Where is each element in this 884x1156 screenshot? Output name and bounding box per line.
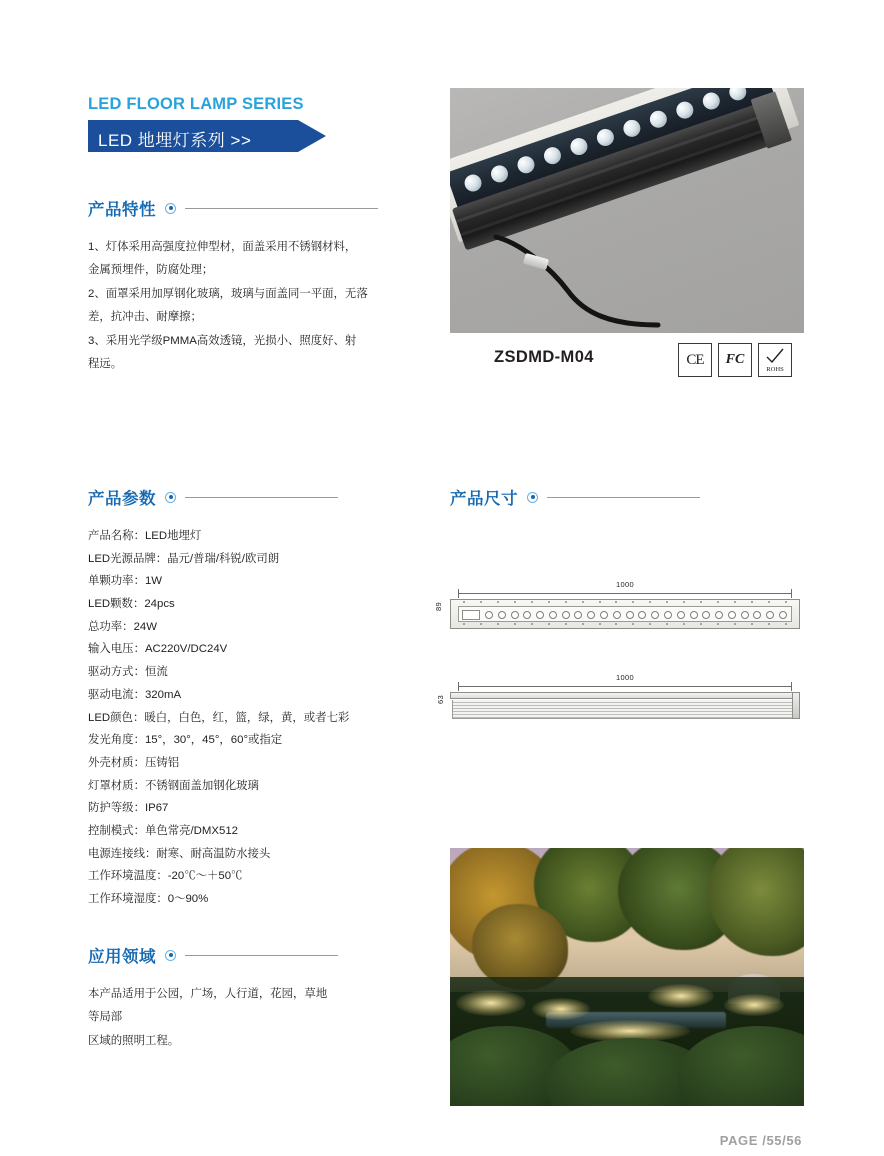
lamp-lens xyxy=(621,118,643,140)
bullet-dot-icon xyxy=(165,950,176,961)
applications-section xyxy=(88,943,338,1053)
certification-ce xyxy=(678,343,712,377)
heading-rule xyxy=(185,497,338,498)
parameter-row: 工作环境温度：-20℃～＋50℃ xyxy=(88,870,243,883)
dimension-side-view xyxy=(435,673,800,720)
side-view-top-cap xyxy=(450,692,800,699)
front-view-terminal-box xyxy=(462,610,480,620)
parameter-row: 单颗功率：1W xyxy=(88,575,163,588)
fc-label: FC xyxy=(725,352,745,367)
application-line: 本产品适用于公园，广场，人行道，花园，草地等局部 xyxy=(88,988,328,1024)
photo-light-glow xyxy=(724,994,784,1016)
dimension-front-view xyxy=(433,580,800,629)
side-view-height-label: 63 xyxy=(435,695,445,704)
photo-light-glow xyxy=(532,998,590,1020)
parameter-row: LED颜色：暖白，白色，红，篮，绿，黄，或者七彩 xyxy=(88,711,350,724)
certification-badges xyxy=(678,343,792,377)
photo-light-glow xyxy=(648,984,714,1008)
certification-rohs xyxy=(758,343,792,377)
heading-rule xyxy=(185,955,338,956)
product-dimensions-section xyxy=(450,485,700,509)
front-view-length-label: 1000 xyxy=(616,580,634,589)
lamp-lens xyxy=(648,108,670,130)
front-view-drawing xyxy=(450,599,800,629)
feature-line: 差，抗冲击、耐摩擦； xyxy=(88,311,202,324)
feature-line: 金属预埋件，防腐处理； xyxy=(88,264,214,277)
parameter-row: 电源连接线：耐寒、耐高温防水接头 xyxy=(88,847,271,860)
parameters-heading xyxy=(88,485,338,509)
parameter-row: 总功率：24W xyxy=(88,620,157,633)
side-view-length-label: 1000 xyxy=(616,673,634,682)
product-parameters-section xyxy=(88,485,350,911)
parameter-row: 工作环境湿度：0～90% xyxy=(88,893,209,905)
series-banner xyxy=(88,96,336,152)
bullet-dot-icon xyxy=(165,492,176,503)
bullet-dot-icon xyxy=(527,492,538,503)
lamp-lens xyxy=(701,90,723,112)
dimensions-heading xyxy=(450,485,700,509)
power-cable-icon xyxy=(490,228,680,328)
rohs-label: ROHS xyxy=(766,366,784,373)
parameters-heading-label: 产品参数 xyxy=(88,490,156,508)
front-view-led-row xyxy=(485,611,787,620)
front-view-length-dimension-line xyxy=(450,589,800,597)
parameter-row: 驱动方式：恒流 xyxy=(88,666,168,679)
feature-line: 程远。 xyxy=(88,357,123,370)
parameter-row: 输入电压：AC220V/DC24V xyxy=(88,643,228,656)
lamp-lens xyxy=(462,172,484,194)
photo-light-glow xyxy=(456,990,526,1016)
parameter-row: LED光源品牌：晶元/普瑞/科锐/欧司朗 xyxy=(88,552,280,565)
product-model-label: ZSDMD-M04 xyxy=(494,348,594,366)
feature-line: 2、面罩采用加厚钢化玻璃，玻璃与面盖同一平面，无落 xyxy=(88,287,368,300)
lamp-lens xyxy=(595,127,617,149)
banner-bar xyxy=(88,120,336,152)
ce-label: CE xyxy=(686,351,704,368)
parameter-row: 外壳材质：压铸铝 xyxy=(88,756,180,769)
parameter-row: 发光角度：15°，30°，45°，60°或指定 xyxy=(88,734,283,747)
lamp-lens xyxy=(542,145,564,167)
banner-chinese-title: LED 地埋灯系列 >> xyxy=(98,130,252,150)
applications-heading-label: 应用领域 xyxy=(88,948,156,966)
front-view-screw-dots-top xyxy=(463,601,787,605)
side-view-end-cap xyxy=(792,692,800,719)
front-view-height-label: 89 xyxy=(433,602,443,611)
side-view-length-dimension-line xyxy=(450,682,800,690)
heading-rule xyxy=(185,208,378,209)
banner-english-title: LED FLOOR LAMP SERIES xyxy=(88,95,304,113)
parameters-list xyxy=(88,525,350,911)
heading-rule xyxy=(547,497,700,498)
page-footer: PAGE /55/56 xyxy=(719,1133,802,1148)
side-view-heatsink-fins xyxy=(452,700,796,719)
feature-line: 3、采用光学级PMMA高效透镜，光损小、照度好、射 xyxy=(88,334,357,347)
lamp-lens xyxy=(727,88,749,103)
lamp-lens xyxy=(515,154,537,176)
parameter-row: 灯罩材质：不锈钢面盖加钢化玻璃 xyxy=(88,779,259,792)
feature-line: 1、灯体采用高强度拉伸型材，面盖采用不锈钢材料， xyxy=(88,241,357,253)
application-photo xyxy=(450,848,804,1106)
features-body xyxy=(88,236,378,376)
parameter-row: 产品名称：LED地埋灯 xyxy=(88,530,202,542)
banner-arrow-icon xyxy=(298,120,326,152)
parameter-row: 防护等级：IP67 xyxy=(88,802,169,815)
front-view-screw-dots-bottom xyxy=(463,623,787,627)
application-line: 区域的照明工程。 xyxy=(88,1034,180,1047)
product-features-section xyxy=(88,196,378,376)
applications-body xyxy=(88,983,338,1053)
features-heading xyxy=(88,196,378,220)
side-view-drawing xyxy=(450,692,800,720)
parameter-row: 控制模式：单色常亮/DMX512 xyxy=(88,824,238,837)
features-heading-label: 产品特性 xyxy=(88,201,156,219)
bullet-dot-icon xyxy=(165,203,176,214)
lamp-lens xyxy=(489,163,511,185)
parameter-row: 驱动电流：320mA xyxy=(88,688,182,701)
applications-heading xyxy=(88,943,338,967)
lamp-lens xyxy=(674,99,696,121)
parameter-row: LED颗数：24pcs xyxy=(88,598,175,611)
dimensions-heading-label: 产品尺寸 xyxy=(450,490,518,508)
lamp-lens xyxy=(568,136,590,158)
check-icon xyxy=(765,348,785,364)
product-photo xyxy=(450,88,804,333)
certification-fc xyxy=(718,343,752,377)
